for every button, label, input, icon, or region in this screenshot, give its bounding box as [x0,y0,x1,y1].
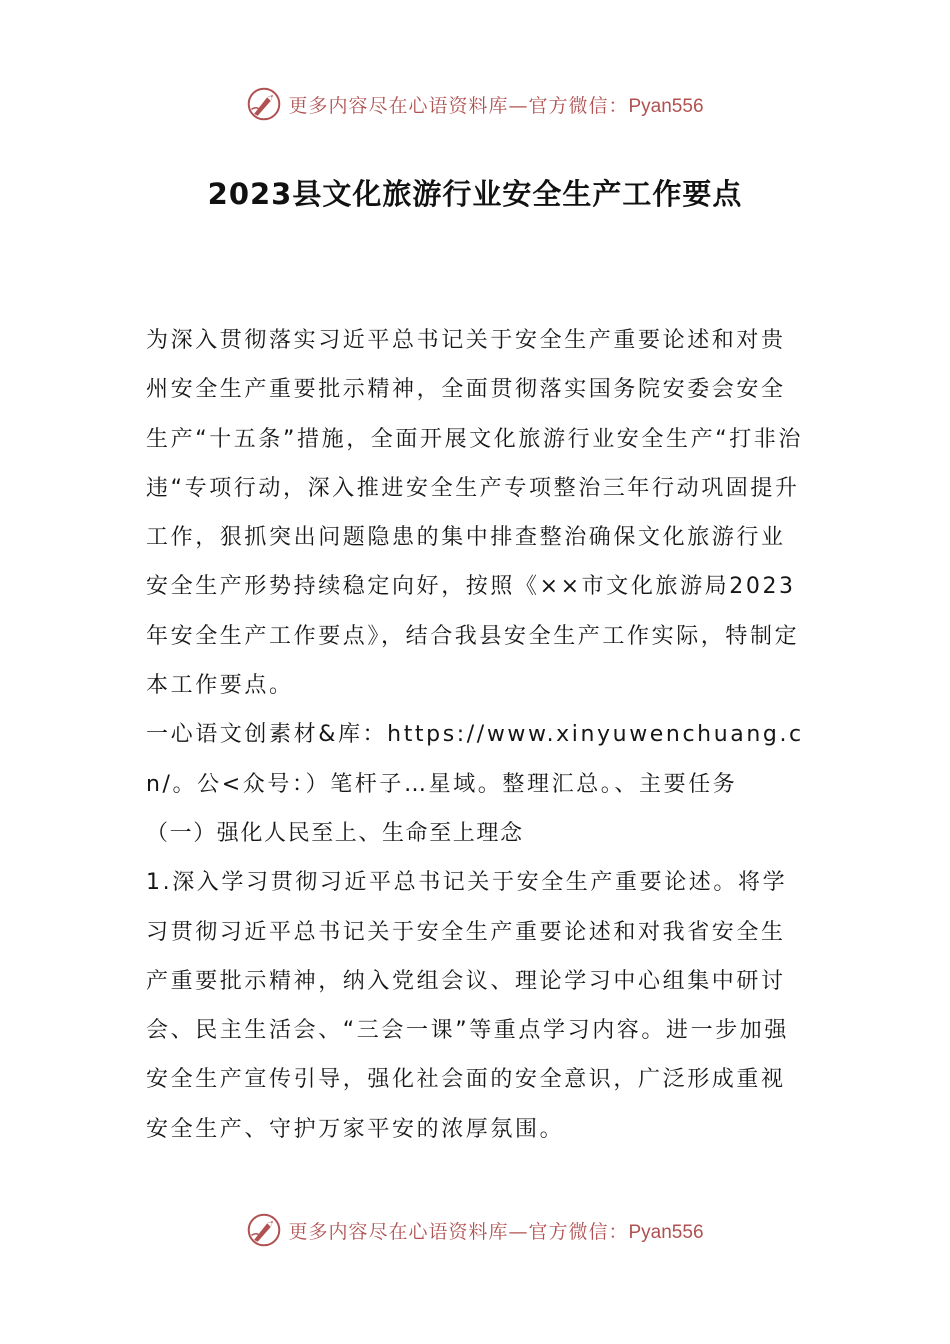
pen-nib-icon [246,86,282,122]
item-paragraph: 1.深入学习贯彻习近平总书记关于安全生产重要论述。将学习贯彻习近平总书记关于安全生产重要论述和对我省安全生产重要批示精神，纳入党组会议、理论学习中心组集中研讨会、民主生活会、“三会一课”等重点学习内容。进一步加强安全生产宣传引导，强化社会面的安全意识，广泛形成重视安全生产、守护万家平安的浓厚氛围。 [146,870,789,1142]
wechat-id: Pyan556 [628,1221,704,1243]
banner-text: 更多内容尽在心语资料库 [288,94,509,117]
wechat-label: 官方微信： [528,94,629,117]
banner-caption [288,91,703,118]
banner-separator: — [508,1220,529,1243]
footer-banner [0,1208,950,1252]
banner-text: 更多内容尽在心语资料库 [288,1220,509,1243]
document-title: 2023县文化旅游行业安全生产工作要点 [207,177,743,211]
banner-caption [288,1217,703,1244]
wechat-id: Pyan556 [628,95,704,117]
section-heading: （一）强化人民至上、生命至上理念 [146,820,524,846]
banner-separator: — [508,94,529,117]
intro-paragraph: 为深入贯彻落实习近平总书记关于安全生产重要论述和对贵州安全生产重要批示精神，全面贯彻落实国务院安委会安全生产“十五条”措施，全面开展文化旅游行业安全生产“打非治违“专项行动，深入推进安全生产专项整治三年行动巩固提升工作，狠抓突出问题隐患的集中排查整治确保文化旅游行业安全生产形势持续稳定向好，按照《××市文化旅游局2023年安全生产工作要点》，结合我县安全生产工作实际，特制定本工作要点。 [146,328,803,699]
header-banner [0,82,950,126]
document-body [146,316,810,1154]
wechat-label: 官方微信： [528,1220,629,1243]
source-note-paragraph: 一心语文创素材&库：https://www.xinyuwenchuang.cn/。公<众号：）笔杆子…星域。整理汇总。、主要任务 [146,722,804,797]
pen-nib-icon [246,1212,282,1248]
